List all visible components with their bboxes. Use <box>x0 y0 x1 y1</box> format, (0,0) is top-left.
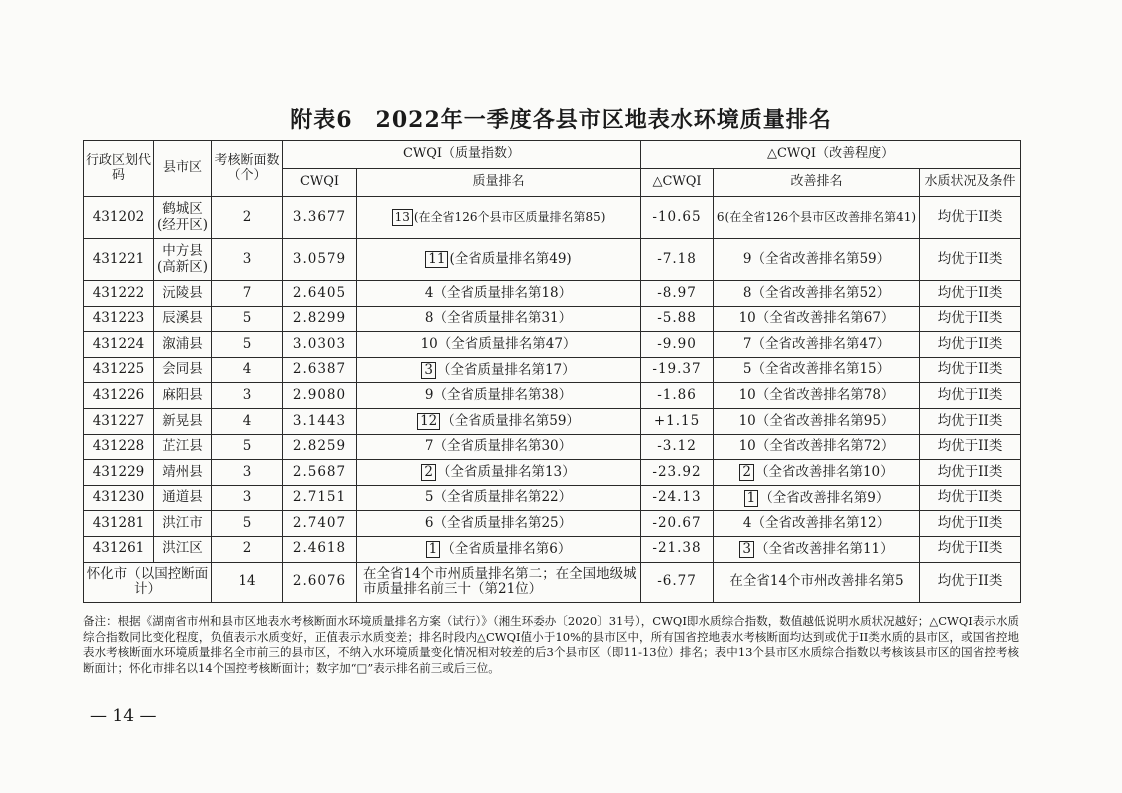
cell-delta: -23.92 <box>641 460 714 486</box>
cell-sections: 3 <box>212 239 283 281</box>
cell-quality-rank: 9（全省质量排名第38） <box>357 383 641 409</box>
rank-text: (全省质量排名第49) <box>449 251 572 267</box>
cell-delta: -9.90 <box>641 332 714 358</box>
header-cwqi: CWQI <box>283 169 357 197</box>
cell-cwqi: 2.9080 <box>283 383 357 409</box>
cell-delta: -19.37 <box>641 357 714 383</box>
cell-improve-rank: 7（全省改善排名第47） <box>714 332 920 358</box>
rank-text: （全省改善排名第10） <box>754 463 894 480</box>
cell-sections: 4 <box>212 357 283 383</box>
cell-improve-rank: 10（全省改善排名第78） <box>714 383 920 409</box>
cell-cwqi: 2.5687 <box>283 460 357 486</box>
cell-quality-rank: 6（全省质量排名第25） <box>357 511 641 537</box>
summary-cwqi: 2.6076 <box>283 562 357 602</box>
cell-delta: -21.38 <box>641 536 714 562</box>
cell-sections: 2 <box>212 197 283 239</box>
rank-text: （全省改善排名第9） <box>759 489 890 506</box>
cell-status: 均优于II类 <box>920 408 1021 434</box>
rank-box: 2 <box>421 464 436 481</box>
rank-text: （全省质量排名第17） <box>436 361 576 378</box>
cell-status: 均优于II类 <box>920 281 1021 307</box>
cell-improve-rank <box>714 485 920 511</box>
cell-status: 均优于II类 <box>920 434 1021 460</box>
cell-sections: 5 <box>212 511 283 537</box>
rank-text: （全省质量排名第6） <box>441 540 572 557</box>
cell-code: 431223 <box>84 306 154 332</box>
cell-delta: +1.15 <box>641 408 714 434</box>
cell-quality-rank: 5（全省质量排名第22） <box>357 485 641 511</box>
cell-code: 431225 <box>84 357 154 383</box>
cell-cwqi: 3.0303 <box>283 332 357 358</box>
cell-sections: 3 <box>212 460 283 486</box>
table-row <box>84 383 1021 409</box>
table-row <box>84 460 1021 486</box>
table-row <box>84 408 1021 434</box>
table-row <box>84 197 1021 239</box>
cell-status: 均优于II类 <box>920 383 1021 409</box>
cell-status: 均优于II类 <box>920 357 1021 383</box>
cell-delta: -5.88 <box>641 306 714 332</box>
cell-improve-rank: 9（全省改善排名第59） <box>714 239 920 281</box>
table-row <box>84 306 1021 332</box>
cell-quality-rank <box>357 536 641 562</box>
summary-delta: -6.77 <box>641 562 714 602</box>
cell-delta: -8.97 <box>641 281 714 307</box>
header-code: 行政区划代码 <box>84 141 154 197</box>
cell-code: 431224 <box>84 332 154 358</box>
cell-county: 会同县 <box>154 357 212 383</box>
cell-cwqi: 3.1443 <box>283 408 357 434</box>
cell-improve-rank: 10（全省改善排名第67） <box>714 306 920 332</box>
cell-cwqi: 2.6405 <box>283 281 357 307</box>
table-row <box>84 485 1021 511</box>
cell-quality-rank <box>357 357 641 383</box>
cell-code: 431228 <box>84 434 154 460</box>
cell-quality-rank: 4（全省质量排名第18） <box>357 281 641 307</box>
table-row <box>84 536 1021 562</box>
cell-cwqi: 2.7407 <box>283 511 357 537</box>
table-row <box>84 434 1021 460</box>
cell-improve-rank: 4（全省改善排名第12） <box>714 511 920 537</box>
cell-sections: 4 <box>212 408 283 434</box>
cell-sections: 7 <box>212 281 283 307</box>
cell-improve-rank: 8（全省改善排名第52） <box>714 281 920 307</box>
summary-status: 均优于II类 <box>920 562 1021 602</box>
rank-box: 12 <box>417 413 440 430</box>
cell-improve-rank: 10（全省改善排名第72） <box>714 434 920 460</box>
cell-code: 431229 <box>84 460 154 486</box>
rank-text: (在全省126个县市区质量排名第85) <box>413 210 606 224</box>
cell-cwqi: 3.3677 <box>283 197 357 239</box>
summary-name: 怀化市（以国控断面计） <box>84 562 212 602</box>
header-county: 县市区 <box>154 141 212 197</box>
cell-improve-rank: 6(在全省126个县市区改善排名第41) <box>714 197 920 239</box>
footnote-label: 备注： <box>83 614 118 628</box>
table-row <box>84 281 1021 307</box>
rank-box: 1 <box>426 541 441 558</box>
cell-sections: 5 <box>212 434 283 460</box>
cell-county: 靖州县 <box>154 460 212 486</box>
cell-sections: 3 <box>212 383 283 409</box>
header-quality-rank: 质量排名 <box>357 169 641 197</box>
rank-box: 11 <box>425 251 448 268</box>
cell-sections: 3 <box>212 485 283 511</box>
rank-box: 3 <box>421 362 436 379</box>
cell-quality-rank: 10（全省质量排名第47） <box>357 332 641 358</box>
cell-quality-rank <box>357 460 641 486</box>
cell-code: 431202 <box>84 197 154 239</box>
cell-cwqi: 2.8299 <box>283 306 357 332</box>
rank-box: 1 <box>744 490 759 507</box>
ranking-table <box>83 140 1021 603</box>
header-delta-group: △CWQI（改善程度） <box>641 141 1021 169</box>
cell-code: 431230 <box>84 485 154 511</box>
cell-sections: 2 <box>212 536 283 562</box>
footnote <box>83 614 1019 676</box>
rank-box: 2 <box>739 464 754 481</box>
header-delta: △CWQI <box>641 169 714 197</box>
cell-delta: -10.65 <box>641 197 714 239</box>
cell-improve-rank <box>714 460 920 486</box>
cell-status: 均优于II类 <box>920 239 1021 281</box>
cell-county: 通道县 <box>154 485 212 511</box>
cell-county: 鹤城区(经开区) <box>154 197 212 239</box>
rank-text: （全省质量排名第13） <box>436 463 576 480</box>
cell-status: 均优于II类 <box>920 460 1021 486</box>
cell-sections: 5 <box>212 332 283 358</box>
cell-county: 中方县(高新区) <box>154 239 212 281</box>
cell-delta: -24.13 <box>641 485 714 511</box>
summary-quality-rank: 在全省14个市州质量排名第二；在全国地级城市质量排名前三十（第21位） <box>357 562 641 602</box>
cell-status: 均优于II类 <box>920 536 1021 562</box>
cell-code: 431281 <box>84 511 154 537</box>
cell-delta: -3.12 <box>641 434 714 460</box>
cell-county: 溆浦县 <box>154 332 212 358</box>
cell-code: 431222 <box>84 281 154 307</box>
rank-box: 13 <box>392 209 413 226</box>
summary-improve-rank: 在全省14个市州改善排名第5 <box>714 562 920 602</box>
header-cwqi-group: CWQI（质量指数） <box>283 141 641 169</box>
footnote-text: 根据《湖南省市州和县市区地表水考核断面水环境质量排名方案（试行）》（湘生环委办〔2020〕31号），CWQI即水质综合指数，数值越低说明水质状况越好；△CWQI表示水质综合指数同比变化程度，负值表示水质变好，正值表示水质变差；排名时段内△CWQI值小于10%的县市区中，所有国省控地表水考核断面均达到或优于II类水质的县市区，或国省控地表水考核断面水环境质量排名全市前三的县市区，不纳入水环境质量变化情况相对较差的后3个县市区（即11-13位）排名；表中13个县市区水质综合指数以考核该县市区的国省控考核断面计；怀化市排名以14个国控考核断面计；数字加“□”表示排名前三或后三位。 <box>83 614 1020 675</box>
cell-quality-rank: 8（全省质量排名第31） <box>357 306 641 332</box>
cell-cwqi: 2.6387 <box>283 357 357 383</box>
cell-cwqi: 2.8259 <box>283 434 357 460</box>
rank-box: 3 <box>739 541 754 558</box>
cell-improve-rank: 10（全省改善排名第95） <box>714 408 920 434</box>
cell-code: 431221 <box>84 239 154 281</box>
cell-cwqi: 2.4618 <box>283 536 357 562</box>
cell-county: 麻阳县 <box>154 383 212 409</box>
table-row <box>84 357 1021 383</box>
cell-quality-rank <box>357 408 641 434</box>
cell-county: 辰溪县 <box>154 306 212 332</box>
cell-status: 均优于II类 <box>920 197 1021 239</box>
cell-cwqi: 2.7151 <box>283 485 357 511</box>
header-sections: 考核断面数（个） <box>212 141 283 197</box>
cell-delta: -7.18 <box>641 239 714 281</box>
cell-status: 均优于II类 <box>920 306 1021 332</box>
rank-text: （全省改善排名第11） <box>754 540 894 557</box>
cell-county: 洪江区 <box>154 536 212 562</box>
cell-quality-rank: 7（全省质量排名第30） <box>357 434 641 460</box>
page-number: — 14 — <box>90 706 157 726</box>
header-improve-rank: 改善排名 <box>714 169 920 197</box>
cell-county: 芷江县 <box>154 434 212 460</box>
rank-text: （全省质量排名第59） <box>441 412 580 429</box>
table-row <box>84 332 1021 358</box>
page-title: 附表6 2022年一季度各县市区地表水环境质量排名 <box>290 107 832 133</box>
cell-delta: -1.86 <box>641 383 714 409</box>
cell-status: 均优于II类 <box>920 332 1021 358</box>
cell-quality-rank <box>357 239 641 281</box>
cell-county: 洪江市 <box>154 511 212 537</box>
cell-county: 沅陵县 <box>154 281 212 307</box>
cell-status: 均优于II类 <box>920 485 1021 511</box>
cell-code: 431261 <box>84 536 154 562</box>
summary-row <box>84 562 1021 602</box>
cell-delta: -20.67 <box>641 511 714 537</box>
cell-cwqi: 3.0579 <box>283 239 357 281</box>
cell-quality-rank <box>357 197 641 239</box>
cell-sections: 5 <box>212 306 283 332</box>
summary-sections: 14 <box>212 562 283 602</box>
cell-improve-rank <box>714 536 920 562</box>
table-row <box>84 239 1021 281</box>
cell-code: 431226 <box>84 383 154 409</box>
header-water-status: 水质状况及条件 <box>920 169 1021 197</box>
cell-county: 新晃县 <box>154 408 212 434</box>
cell-status: 均优于II类 <box>920 511 1021 537</box>
cell-code: 431227 <box>84 408 154 434</box>
cell-improve-rank: 5（全省改善排名第15） <box>714 357 920 383</box>
table-row <box>84 511 1021 537</box>
